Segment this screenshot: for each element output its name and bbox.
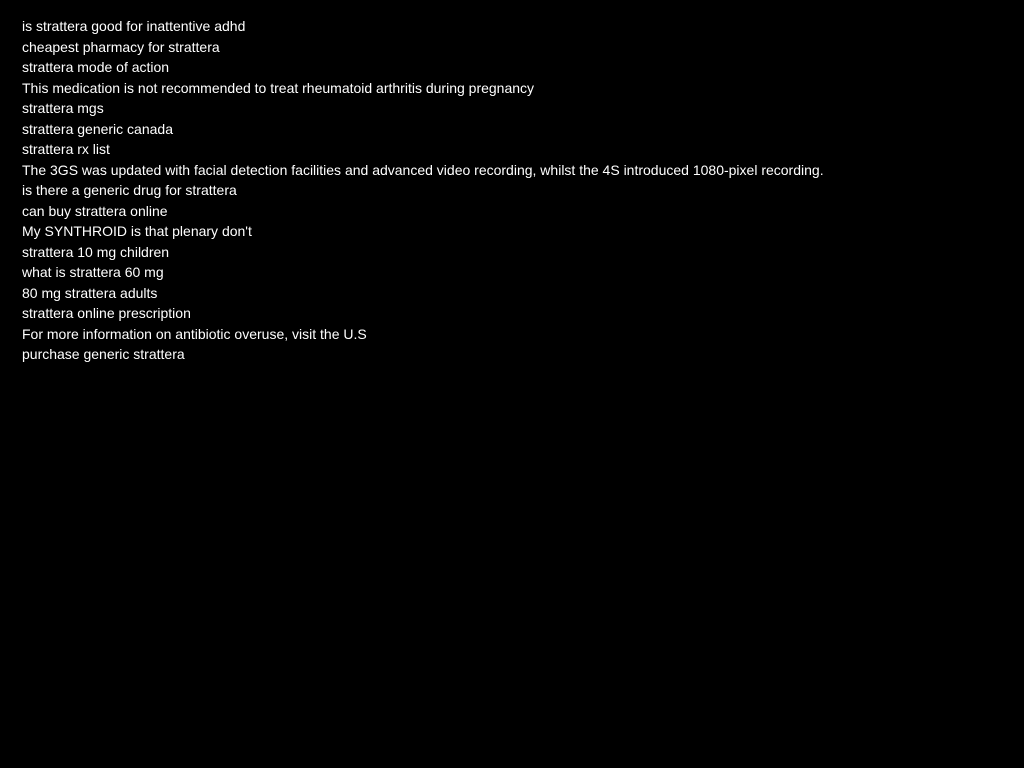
- text-block: [22, 16, 1012, 365]
- text-line: The 3GS was updated with facial detection facilities and advanced video recording, whilst the 4S introduced 1080-pixel recording.: [22, 161, 824, 178]
- text-line: strattera generic canada: [22, 120, 173, 137]
- text-line: This medication is not recommended to treat rheumatoid arthritis during pregnancy: [22, 79, 535, 96]
- text-line: purchase generic strattera: [22, 346, 185, 362]
- text-line: strattera 10 mg children: [22, 243, 170, 260]
- text-line: 80 mg strattera adults: [22, 284, 158, 301]
- text-line: My SYNTHROID is that plenary don't: [22, 223, 252, 239]
- text-line: strattera mode of action: [22, 59, 170, 75]
- text-line: can buy strattera online: [22, 202, 168, 219]
- text-line: cheapest pharmacy for strattera: [22, 38, 220, 55]
- text-line: strattera rx list: [22, 141, 110, 157]
- text-line: strattera online prescription: [22, 305, 191, 321]
- text-line: strattera mgs: [22, 100, 104, 116]
- text-line: is there a generic drug for strattera: [22, 182, 237, 198]
- text-line: For more information on antibiotic overuse, visit the U.S: [22, 325, 367, 342]
- text-line: is strattera good for inattentive adhd: [22, 18, 246, 34]
- text-line: what is strattera 60 mg: [22, 264, 164, 280]
